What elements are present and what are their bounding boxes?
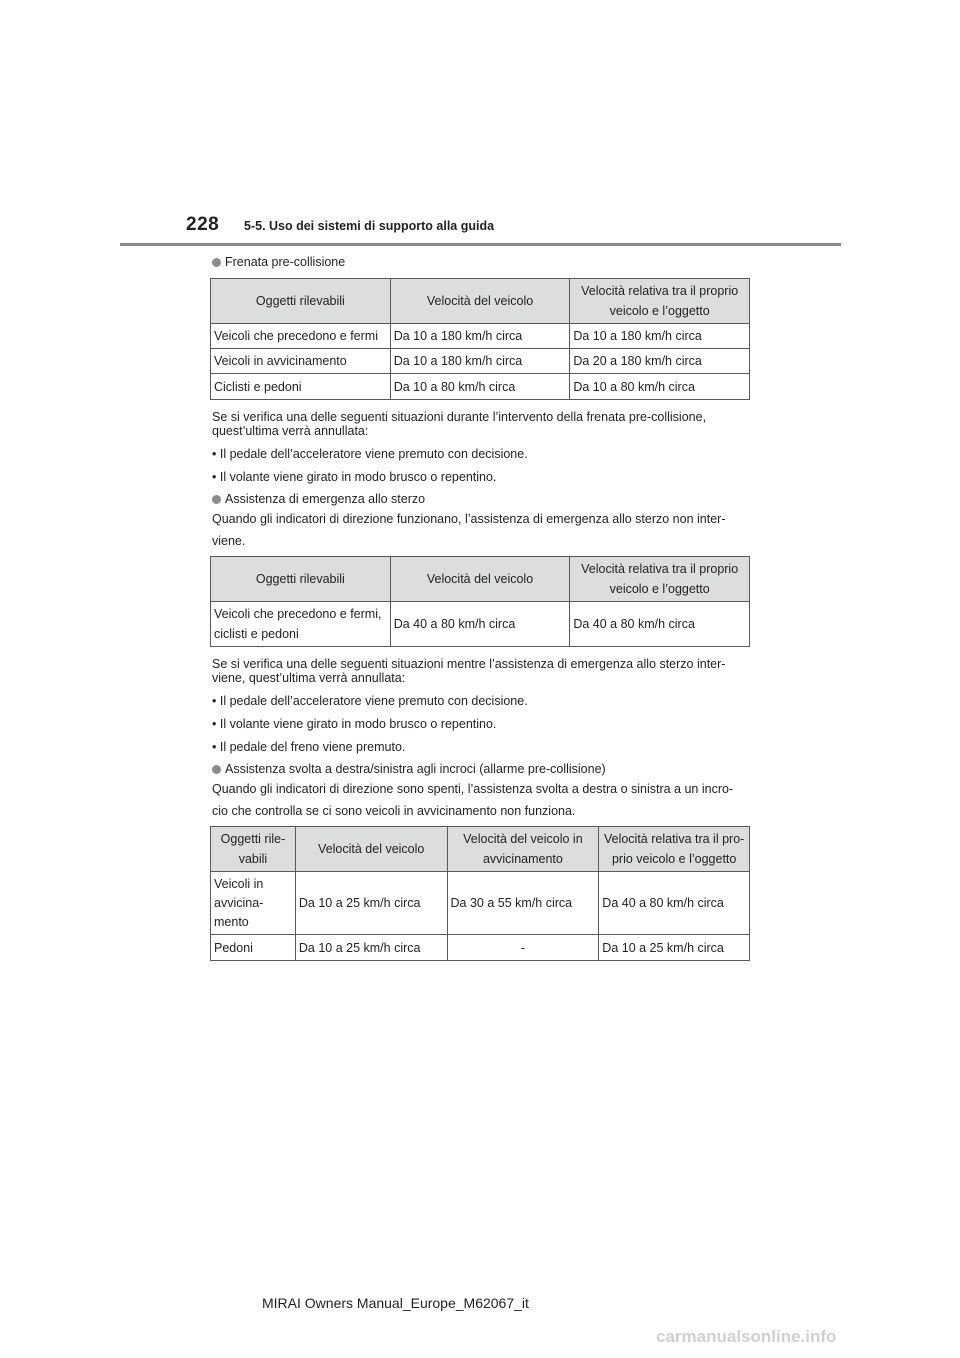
table-cell: Da 30 a 55 km/h circa [447,872,599,935]
heading-frenata-pre-collisione [212,255,345,269]
table-cell: Da 40 a 80 km/h circa [570,602,750,647]
heading-text: Assistenza svolta a destra/sinistra agli incroci (allarme pre-collisione) [225,762,606,776]
table-cell: Da 40 a 80 km/h circa [390,602,570,647]
heading-assistenza-svolta [212,762,606,776]
table-header-cell: Oggetti rilevabili [211,279,391,324]
list-item: • Il volante viene girato in modo brusco o repentino. [212,470,497,484]
cancel-paragraph: Se si verifica una delle seguenti situazioni mentre l’assistenza di emergenza allo sterzo inter- viene, quest’ultima verrà annullata: [212,657,726,685]
table-cell: Da 10 a 180 km/h circa [390,349,570,374]
table-header-cell: Velocità relativa tra il pro- prio veicolo e l’oggetto [599,827,750,872]
list-item: • Il pedale dell’acceleratore viene premuto con decisione. [212,447,528,461]
heading-assistenza-sterzo [212,492,425,506]
table-cell: - [447,935,599,961]
heading-text: Frenata pre-collisione [225,255,346,269]
list-item: • Il pedale del freno viene premuto. [212,740,406,754]
table-header-cell: Velocità relativa tra il proprio veicolo e l’oggetto [570,279,750,324]
intro-paragraph: Quando gli indicatori di direzione funzionano, l’assistenza di emergenza allo sterzo non inter- viene. [212,512,726,548]
table-cell: Da 20 a 180 km/h circa [570,349,750,374]
footer-manual-name: MIRAI Owners Manual_Europe_M62067_it [262,1295,529,1311]
table-cell: Da 10 a 80 km/h circa [570,374,750,400]
table-cell: Da 10 a 25 km/h circa [295,872,447,935]
table-cell: Da 40 a 80 km/h circa [599,872,750,935]
table-header-cell: Velocità del veicolo [390,557,570,602]
bullet-dot-icon [212,495,221,504]
table-cell: Da 10 a 25 km/h circa [295,935,447,961]
intro-paragraph: Quando gli indicatori di direzione sono spenti, l’assistenza svolta a destra o sinistra a un incro- cio che controlla se ci sono veicoli in avvicinamento non funziona. [212,782,734,818]
table-frenata [210,278,750,400]
table-cell: Veicoli che precedono e fermi, ciclisti e pedoni [211,602,391,647]
page-number: 228 [186,214,220,235]
table-header-cell: Velocità del veicolo in avvicinamento [447,827,599,872]
table-row [211,349,750,374]
list-item: • Il volante viene girato in modo brusco o repentino. [212,717,497,731]
cancel-paragraph: Se si verifica una delle seguenti situazioni durante l’intervento della frenata pre-collisione, quest’ultima verrà annullata: [212,410,707,438]
header-divider [120,243,841,246]
bullet-dot-icon [212,765,221,774]
table-cell: Da 10 a 180 km/h circa [570,324,750,349]
table-header-row [211,557,750,602]
table-row [211,602,750,647]
table-header-cell: Velocità del veicolo [390,279,570,324]
table-header-row [211,827,750,872]
table-cell: Veicoli che precedono e fermi [211,324,391,349]
table-cell: Ciclisti e pedoni [211,374,391,400]
table-row [211,374,750,400]
section-title: 5-5. Uso dei sistemi di supporto alla guida [244,219,495,233]
table-cell: Da 10 a 80 km/h circa [390,374,570,400]
table-cell: Veicoli in avvicina- mento [211,872,296,935]
table-cell: Da 10 a 180 km/h circa [390,324,570,349]
table-header-cell: Velocità del veicolo [295,827,447,872]
table-header-cell: Oggetti rile- vabili [211,827,296,872]
bullet-dot-icon [212,258,221,267]
table-assistenza-svolta [210,826,750,961]
table-header-row [211,279,750,324]
table-cell: Pedoni [211,935,296,961]
table-cell: Da 10 a 25 km/h circa [599,935,750,961]
table-cell: Veicoli in avvicinamento [211,349,391,374]
table-row [211,935,750,961]
table-row [211,872,750,935]
table-header-cell: Oggetti rilevabili [211,557,391,602]
watermark: carmanualsonline.info [656,1327,837,1346]
heading-text: Assistenza di emergenza allo sterzo [225,492,426,506]
table-row [211,324,750,349]
list-item: • Il pedale dell’acceleratore viene premuto con decisione. [212,694,528,708]
table-assistenza-sterzo [210,556,750,647]
table-header-cell: Velocità relativa tra il proprio veicolo e l’oggetto [570,557,750,602]
